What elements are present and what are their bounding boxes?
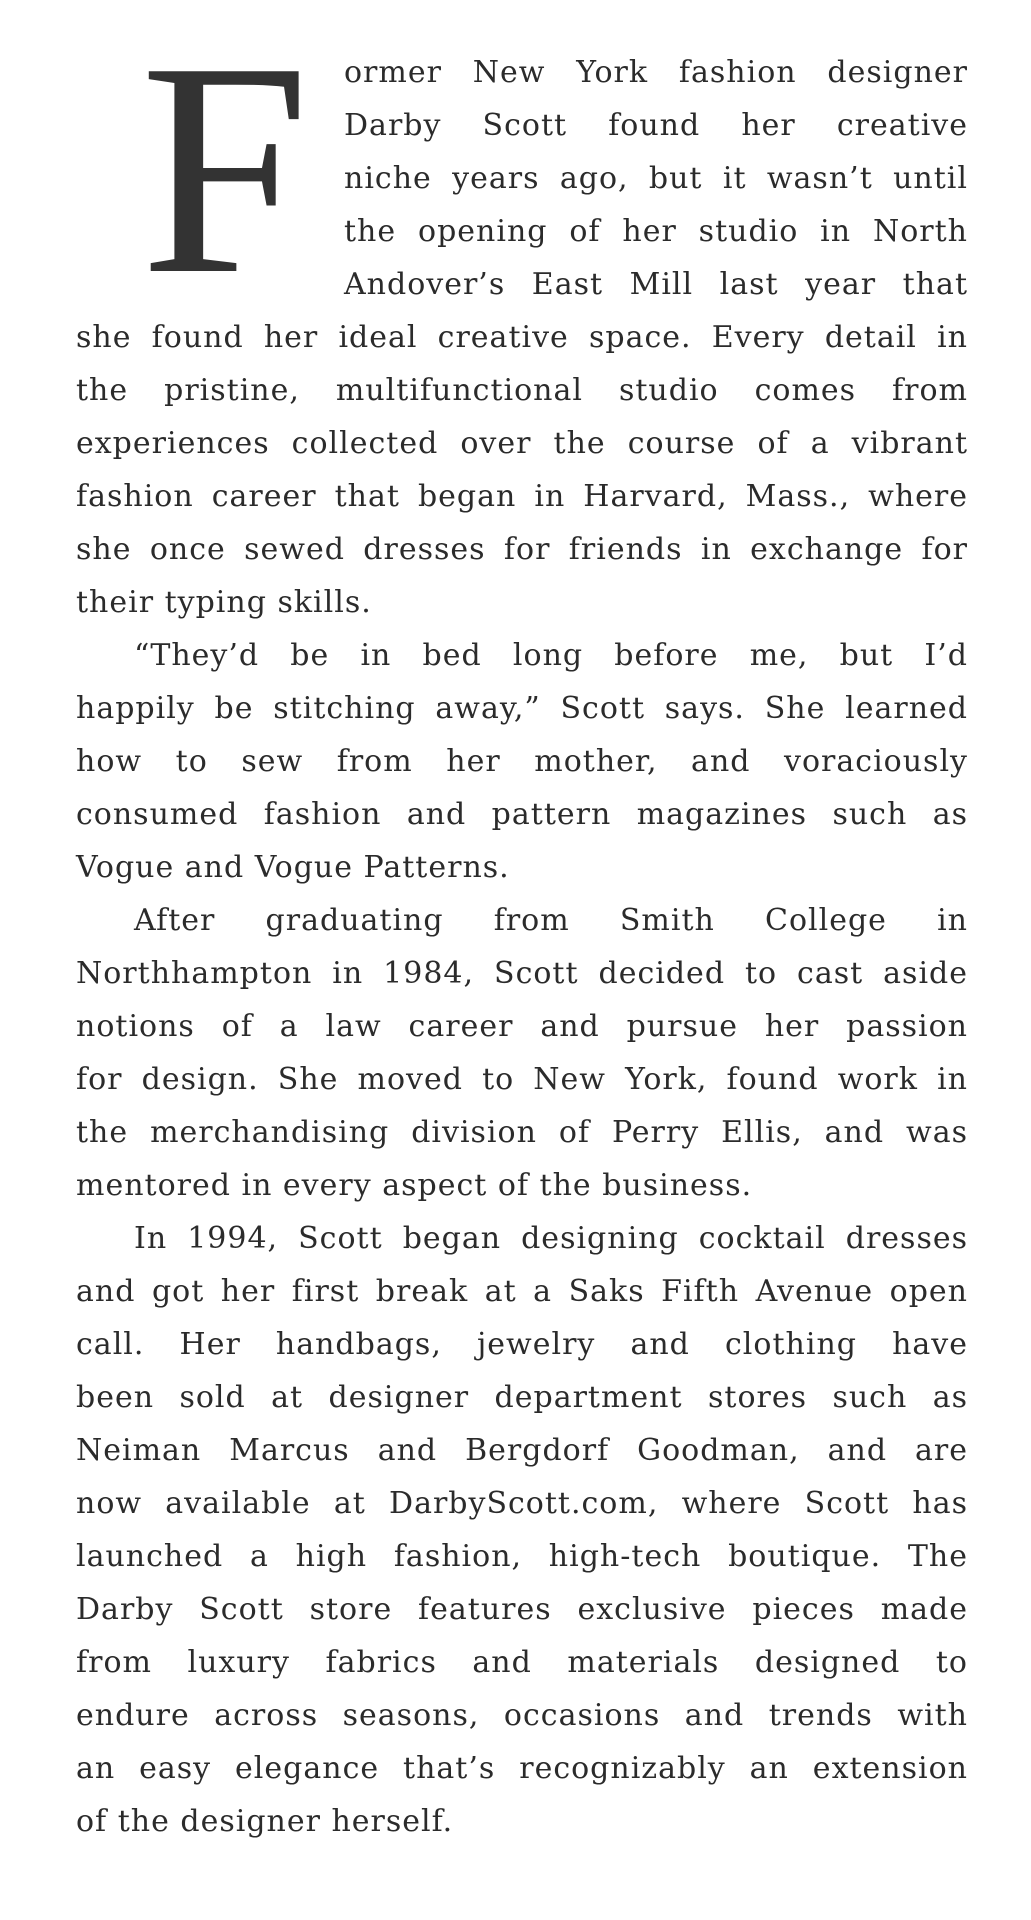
text-line: Northhampton in 1984, Scott decided to cast aside [76,956,968,991]
text-line: happily be stitching away,” Scott says. She learned [76,691,968,726]
text-line: been sold at designer department stores such as [76,1380,968,1415]
text-line: for design. She moved to New York, found work in [76,1062,968,1097]
text-line: notions of a law career and pursue her passion [76,1009,968,1044]
article-body [76,0,968,1848]
text-line: In 1994, Scott began designing cocktail dresses [134,1221,968,1256]
text-line: endure across seasons, occasions and trends with [76,1698,968,1733]
text-line: After graduating from Smith College in [134,903,968,938]
text-line: Vogue and Vogue Patterns. [76,850,510,885]
text-line: she once sewed dresses for friends in exchange for [76,532,968,567]
paragraph-4 [76,1212,968,1848]
drop-cap-lines [344,46,968,311]
text-line: the pristine, multifunctional studio comes from [76,373,968,408]
text-line: now available at DarbyScott.com, where Scott has [76,1486,968,1521]
text-line: of the designer herself. [76,1804,454,1839]
text-line: mentored in every aspect of the business. [76,1168,753,1203]
text-line: launched a high fashion, high-tech boutique. The [76,1539,968,1574]
drop-cap: F [140,0,311,337]
paragraph-3 [76,894,968,1212]
text-line: and got her first break at a Saks Fifth Avenue open [76,1274,968,1309]
text-line: an easy elegance that’s recognizably an extension [76,1751,968,1786]
text-line: “They’d be in bed long before me, but I’d [134,638,968,673]
text-line: the merchandising division of Perry Ellis, and was [76,1115,968,1150]
text-line: Darby Scott store features exclusive pieces made [76,1592,968,1627]
text-line: from luxury fabrics and materials designed to [76,1645,968,1680]
paragraph-2 [76,629,968,894]
text-line: Neiman Marcus and Bergdorf Goodman, and are [76,1433,968,1468]
paragraph-1-continued [76,311,968,629]
text-line: she found her ideal creative space. Every detail in [76,320,968,355]
text-line: experiences collected over the course of a vibrant [76,426,968,461]
text-line: consumed fashion and pattern magazines such as [76,797,968,832]
text-line: how to sew from her mother, and voraciously [76,744,968,779]
text-line: ormer New York fashion designer [344,55,968,90]
text-line: Darby Scott found her creative [344,108,968,143]
text-line: fashion career that began in Harvard, Mass., where [76,479,968,514]
text-line: niche years ago, but it wasn’t until [344,161,968,196]
text-line: their typing skills. [76,585,372,620]
text-line: Andover’s East Mill last year that [344,267,968,302]
opening-block [76,0,968,337]
text-line: the opening of her studio in North [344,214,968,249]
text-line: call. Her handbags, jewelry and clothing have [76,1327,968,1362]
